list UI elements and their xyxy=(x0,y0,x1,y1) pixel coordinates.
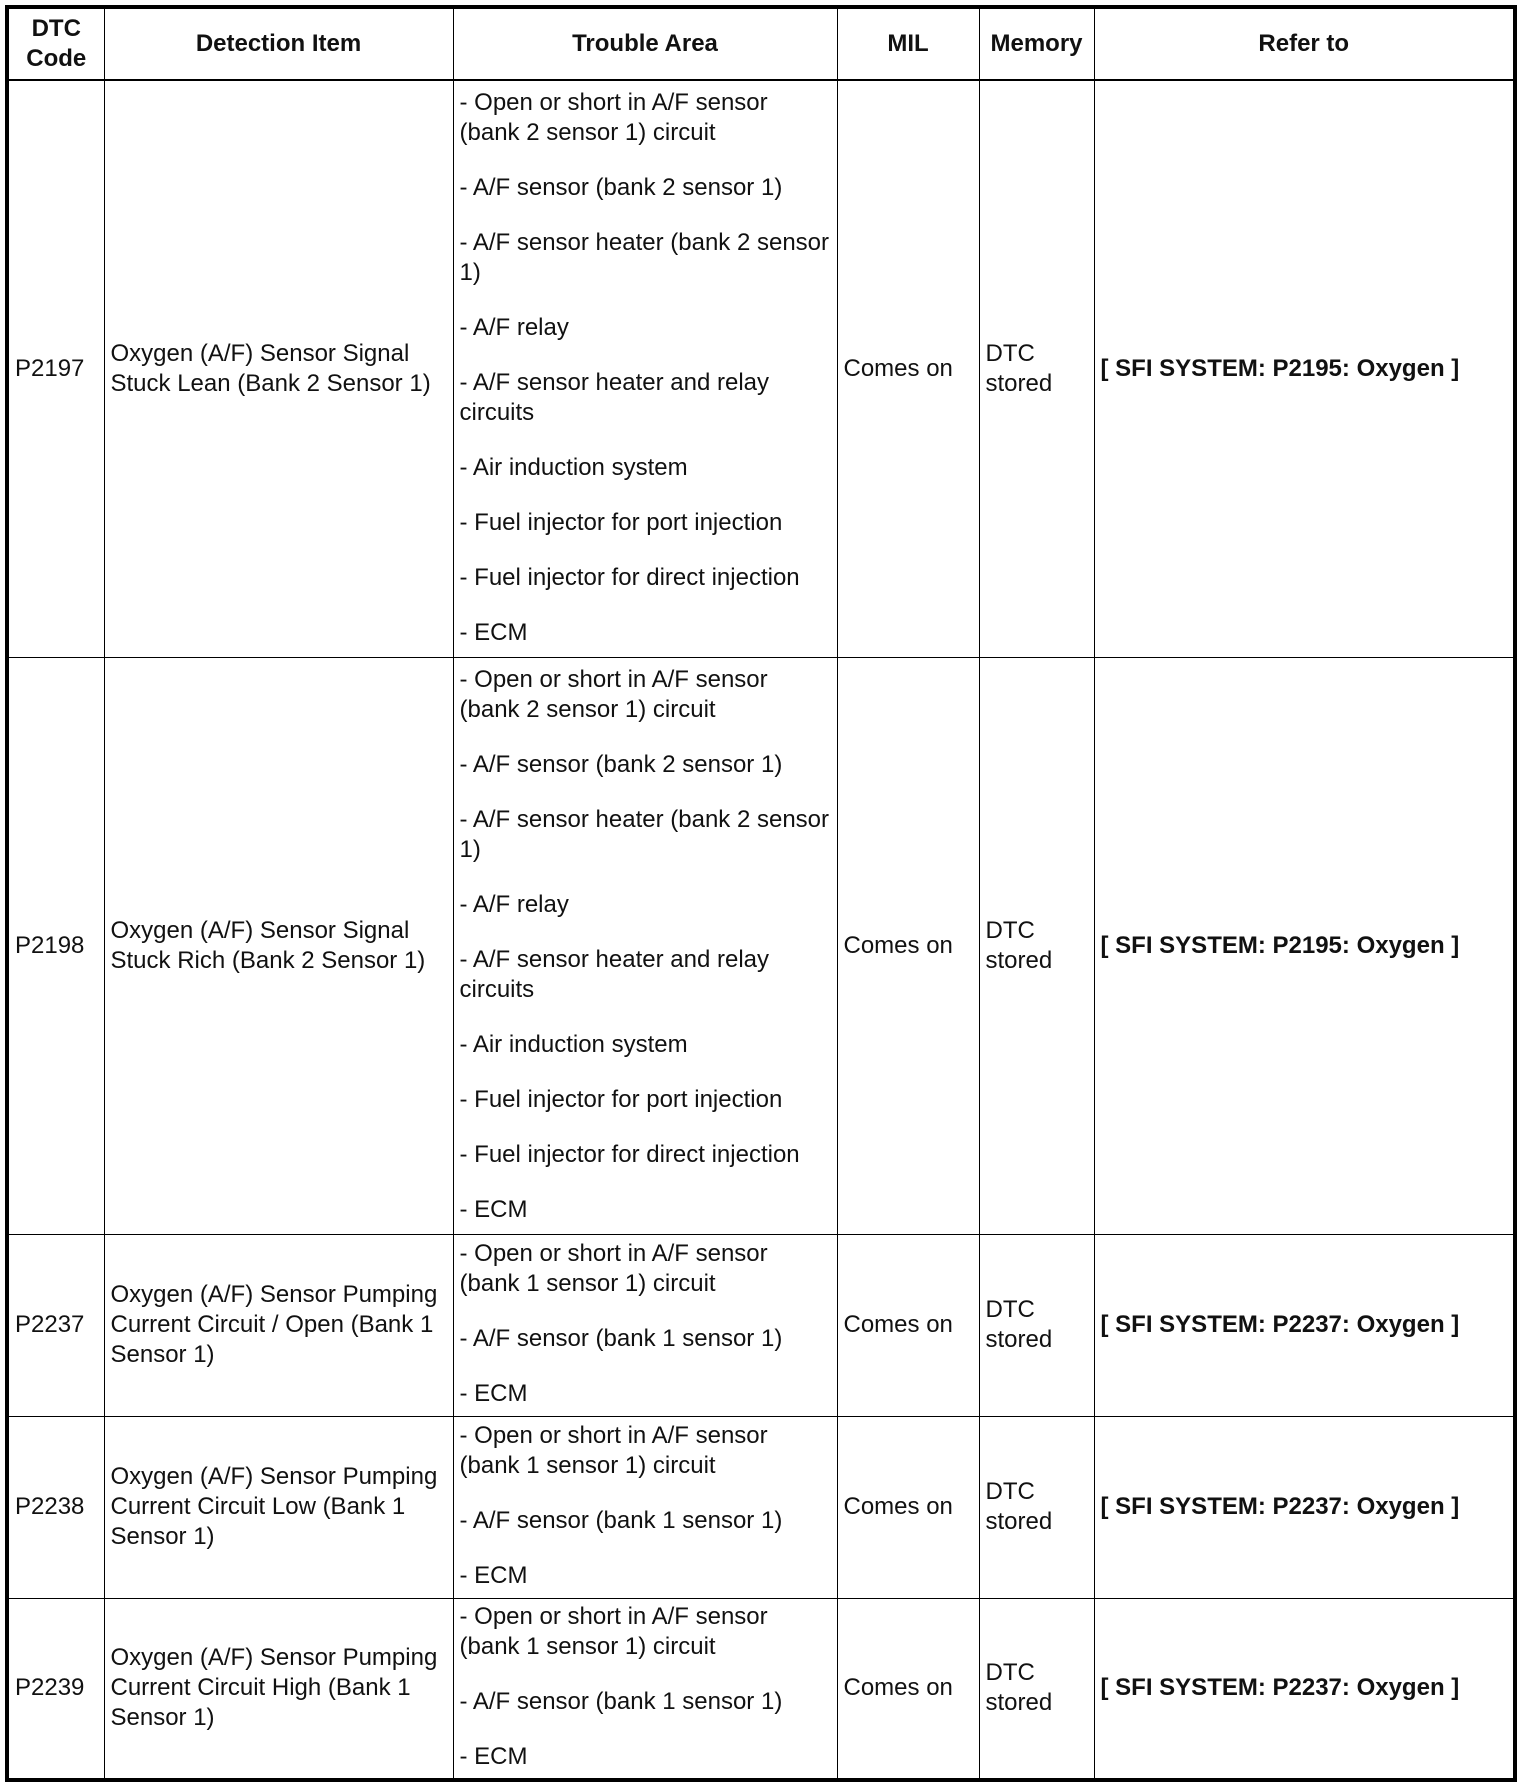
table-row xyxy=(7,1234,1515,1416)
header-dtc-code-line-1: DTC xyxy=(31,15,81,42)
table-row xyxy=(7,1416,1515,1598)
detection-item-cell: Oxygen (A/F) Sensor Pumping Current Circuit / Open (Bank 1 Sensor 1) xyxy=(104,1234,453,1416)
header-memory: Memory xyxy=(979,7,1094,80)
table-header xyxy=(7,7,1515,80)
trouble-area-item: - Open or short in A/F sensor (bank 1 sensor 1) circuit xyxy=(459,1603,768,1661)
dtc-code-cell: P2237 xyxy=(7,1234,104,1416)
trouble-area-item: - A/F sensor heater and relay circuits xyxy=(459,368,769,426)
trouble-area-item: - A/F sensor (bank 2 sensor 1) xyxy=(459,173,783,201)
trouble-area-item: - ECM xyxy=(459,1562,528,1589)
trouble-area-item: - Open or short in A/F sensor (bank 1 sensor 1) circuit xyxy=(459,1422,768,1479)
trouble-area-item: - A/F relay xyxy=(459,313,569,341)
trouble-area-item: - Fuel injector for port injection xyxy=(459,508,783,536)
header-refer-to: Refer to xyxy=(1094,7,1515,80)
trouble-area-item: - Fuel injector for direct injection xyxy=(459,1140,800,1168)
memory-cell: DTC stored xyxy=(979,1234,1094,1416)
trouble-area-item: - ECM xyxy=(459,1195,528,1223)
header-mil: MIL xyxy=(837,7,979,80)
trouble-area-list xyxy=(460,88,831,648)
dtc-code-cell: P2239 xyxy=(7,1598,104,1780)
trouble-area-item: - A/F sensor (bank 1 sensor 1) xyxy=(459,1507,783,1534)
trouble-area-item: - Air induction system xyxy=(459,1030,688,1058)
trouble-area-item: - A/F relay xyxy=(459,890,569,918)
trouble-area-list xyxy=(460,665,831,1225)
header-trouble-area: Trouble Area xyxy=(453,7,837,80)
detection-item-cell: Oxygen (A/F) Sensor Signal Stuck Lean (Bank 2 Sensor 1) xyxy=(104,80,453,657)
refer-to-link[interactable]: [ SFI SYSTEM: P2195: Oxygen ] xyxy=(1094,657,1515,1234)
mil-cell: Comes on xyxy=(837,80,979,657)
trouble-area-item: - A/F sensor heater (bank 2 sensor 1) xyxy=(459,228,830,286)
mil-cell: Comes on xyxy=(837,1234,979,1416)
refer-to-link[interactable]: [ SFI SYSTEM: P2237: Oxygen ] xyxy=(1094,1234,1515,1416)
trouble-area-item: - Air induction system xyxy=(459,453,688,481)
trouble-area-cell xyxy=(453,1416,837,1598)
refer-to-link[interactable]: [ SFI SYSTEM: P2237: Oxygen ] xyxy=(1094,1416,1515,1598)
dtc-code-cell: P2198 xyxy=(7,657,104,1234)
detection-item-cell: Oxygen (A/F) Sensor Pumping Current Circuit High (Bank 1 Sensor 1) xyxy=(104,1598,453,1780)
trouble-area-cell xyxy=(453,1234,837,1416)
trouble-area-item: - A/F sensor (bank 1 sensor 1) xyxy=(459,1325,783,1352)
header-dtc-code-line-2: Code xyxy=(26,45,87,72)
header-row xyxy=(7,7,1515,80)
table-row xyxy=(7,80,1515,657)
mil-cell: Comes on xyxy=(837,657,979,1234)
memory-cell: DTC stored xyxy=(979,1416,1094,1598)
trouble-area-item: - ECM xyxy=(459,1743,528,1771)
trouble-area-item: - Open or short in A/F sensor (bank 2 sensor 1) circuit xyxy=(459,88,768,146)
trouble-area-list xyxy=(460,1239,831,1409)
dtc-table xyxy=(5,5,1517,1782)
mil-cell: Comes on xyxy=(837,1416,979,1598)
trouble-area-cell xyxy=(453,657,837,1234)
memory-cell: DTC stored xyxy=(979,80,1094,657)
trouble-area-item: - A/F sensor heater and relay circuits xyxy=(459,945,769,1003)
trouble-area-item: - A/F sensor heater (bank 2 sensor 1) xyxy=(459,805,830,863)
trouble-area-item: - A/F sensor (bank 2 sensor 1) xyxy=(459,750,783,778)
detection-item-cell: Oxygen (A/F) Sensor Signal Stuck Rich (Bank 2 Sensor 1) xyxy=(104,657,453,1234)
trouble-area-item: - ECM xyxy=(459,618,528,646)
table-row xyxy=(7,657,1515,1234)
trouble-area-cell xyxy=(453,1598,837,1780)
trouble-area-list xyxy=(460,1602,831,1772)
memory-cell: DTC stored xyxy=(979,1598,1094,1780)
trouble-area-item: - Fuel injector for direct injection xyxy=(459,563,800,591)
table-row xyxy=(7,1598,1515,1780)
memory-cell: DTC stored xyxy=(979,657,1094,1234)
refer-to-link[interactable]: [ SFI SYSTEM: P2195: Oxygen ] xyxy=(1094,80,1515,657)
trouble-area-item: - A/F sensor (bank 1 sensor 1) xyxy=(459,1688,783,1716)
dtc-code-cell: P2197 xyxy=(7,80,104,657)
dtc-code-cell: P2238 xyxy=(7,1416,104,1598)
trouble-area-item: - Fuel injector for port injection xyxy=(459,1085,783,1113)
detection-item-cell: Oxygen (A/F) Sensor Pumping Current Circuit Low (Bank 1 Sensor 1) xyxy=(104,1416,453,1598)
table-body xyxy=(7,80,1515,1780)
trouble-area-item: - ECM xyxy=(459,1380,528,1407)
mil-cell: Comes on xyxy=(837,1598,979,1780)
header-dtc-code xyxy=(7,7,104,80)
trouble-area-cell xyxy=(453,80,837,657)
trouble-area-list xyxy=(460,1421,831,1591)
header-detection-item: Detection Item xyxy=(104,7,453,80)
trouble-area-item: - Open or short in A/F sensor (bank 1 sensor 1) circuit xyxy=(459,1240,768,1297)
refer-to-link[interactable]: [ SFI SYSTEM: P2237: Oxygen ] xyxy=(1094,1598,1515,1780)
trouble-area-item: - Open or short in A/F sensor (bank 2 sensor 1) circuit xyxy=(459,665,768,723)
